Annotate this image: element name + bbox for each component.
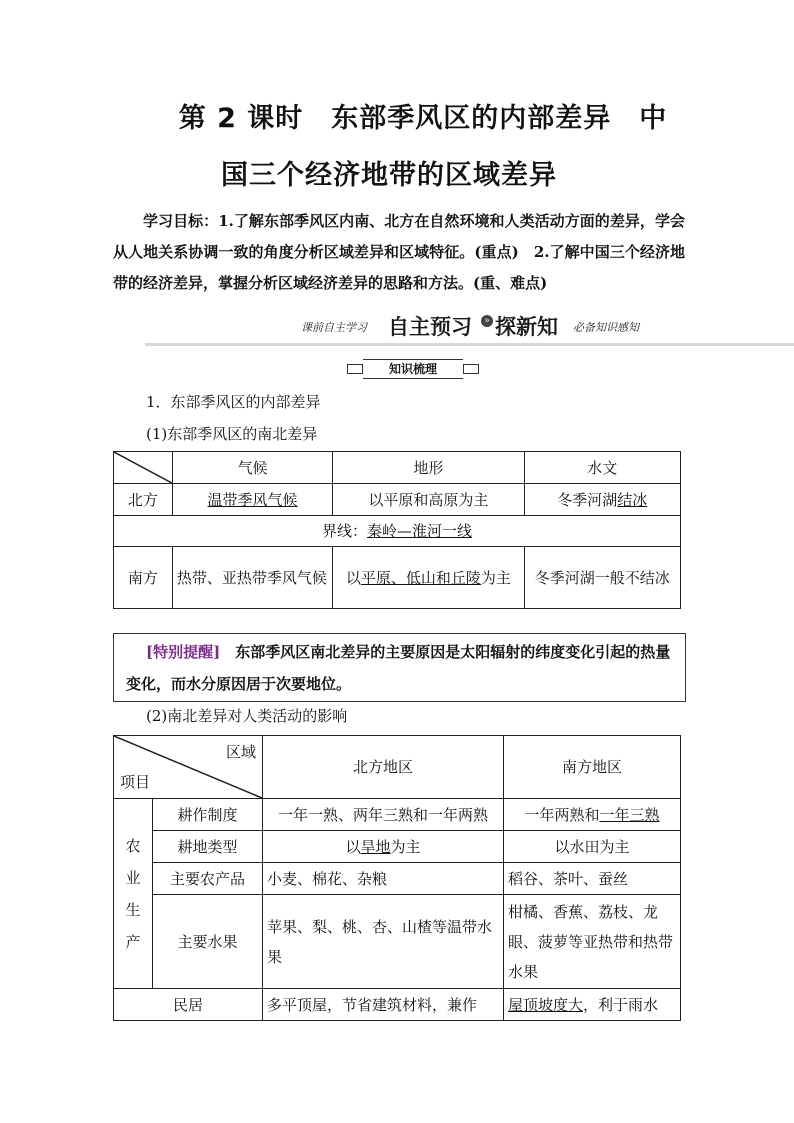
page-title-line2: 国三个经济地带的区域差异 <box>221 160 557 191</box>
table2-row-item: 主要水果 <box>153 895 263 989</box>
special-reminder-label: [特别提醒] <box>146 643 221 661</box>
table1-south-terrain-b: 平原、低山和丘陵 <box>360 568 481 587</box>
table1-boundary-prefix: 界线： <box>321 522 367 540</box>
table2-row-south-a: 一年两熟和 <box>524 805 600 824</box>
table1-north-hydrology <box>524 484 680 516</box>
banner-right-label: 必备知识感知 <box>573 321 639 334</box>
table2-row-north: 一年一熟、两年三熟和一年两熟 <box>263 799 504 831</box>
table1-south-terrain-c: 为主 <box>480 568 511 587</box>
table2-row-south-b: 一年三熟 <box>599 805 660 824</box>
table1-boundary <box>114 516 681 547</box>
table2-row-south <box>504 799 681 831</box>
table1-south-hydrology: 冬季河湖一般不结冰 <box>524 547 680 609</box>
table2-housing-item: 民居 <box>114 989 263 1021</box>
group-char-4: 产 <box>125 932 141 951</box>
table1-south-label: 南方 <box>114 547 173 609</box>
section-tag: 知识梳理 <box>363 359 463 379</box>
learning-objectives: 学习目标：1.了解东部季风区内南、北方在自然环境和人类活动方面的差异，学会从人地关系协调一致的角度分析区域差异和区域特征。(重点) 2.了解中国三个经济地带的经济差异，掌握分析区域经济差异的思路和方法。(重、难点) <box>113 212 685 292</box>
table2-group-agriculture <box>114 799 153 989</box>
group-char-3: 生 <box>125 900 141 919</box>
table2-row-north-b: 旱地 <box>360 837 391 856</box>
table1-north-hydro-b: 结冰 <box>617 490 648 509</box>
table1-north-hydro-a: 冬季河湖 <box>557 490 618 509</box>
table2-row-item: 耕地类型 <box>153 831 263 863</box>
table2-housing-south-b: ，利于雨水 <box>583 995 659 1014</box>
banner-separator-icon: » <box>481 315 493 327</box>
table2-corner-cell <box>114 736 263 799</box>
table2-housing-north: 多平顶屋，节省建筑材料，兼作 <box>263 989 504 1021</box>
table1-south-terrain <box>333 547 524 609</box>
table2-row-item: 主要农产品 <box>153 863 263 895</box>
table2-row-south: 柑橘、香蕉、荔枝、龙眼、菠萝等亚热带和热带水果 <box>504 895 681 989</box>
table2-row-north: 小麦、棉花、杂粮 <box>263 863 504 895</box>
table1-header-climate: 气候 <box>172 452 332 484</box>
section-banner <box>145 311 794 346</box>
table2-row-north <box>263 831 504 863</box>
table1-north-terrain: 以平原和高原为主 <box>333 484 524 516</box>
page-title-line1: 第 2 课时 东部季风区的内部差异 中 <box>178 103 668 134</box>
human-activity-impact-table <box>113 735 681 1021</box>
table2-row-north: 苹果、梨、桃、杏、山楂等温带水果 <box>263 895 504 989</box>
table1-south-terrain-a: 以 <box>345 568 361 587</box>
table2-row-north-c: 为主 <box>390 837 421 856</box>
table1-corner-cell <box>114 452 173 484</box>
table2-row-south: 以水田为主 <box>504 831 681 863</box>
banner-left-label: 课前自主学习 <box>301 321 367 334</box>
table2-housing-south <box>504 989 681 1021</box>
group-char-1: 农 <box>125 836 141 855</box>
table2-corner-bottom: 项目 <box>120 773 151 791</box>
heading-1-sub-2: (2)南北差异对人类活动的影响 <box>146 707 348 725</box>
table2-row-south: 稻谷、茶叶、蚕丝 <box>504 863 681 895</box>
table2-row-north-a: 以 <box>345 837 361 856</box>
table2-header-north: 北方地区 <box>263 736 504 799</box>
table1-north-label: 北方 <box>114 484 173 516</box>
north-south-differences-table <box>113 451 681 609</box>
table1-header-terrain: 地形 <box>333 452 524 484</box>
heading-1-sub-1: (1)东部季风区的南北差异 <box>146 425 318 443</box>
table1-north-climate: 温带季风气候 <box>172 484 332 516</box>
table1-header-hydrology: 水文 <box>524 452 680 484</box>
diagonal-line-icon <box>114 452 172 483</box>
table2-row-item: 耕作制度 <box>153 799 263 831</box>
table1-boundary-value: 秦岭—淮河一线 <box>367 522 473 540</box>
banner-main-left: 自主预习 <box>388 315 472 339</box>
table1-south-climate: 热带、亚热带季风气候 <box>172 547 332 609</box>
banner-main-right: 探新知 <box>495 315 558 339</box>
table2-header-south: 南方地区 <box>504 736 681 799</box>
special-reminder-text: 东部季风区南北差异的主要原因是太阳辐射的纬度变化引起的热量变化，而水分原因居于次要地位。 <box>126 643 671 693</box>
table2-housing-south-a: 屋顶坡度大 <box>508 995 584 1014</box>
special-reminder-box <box>113 633 686 702</box>
group-char-2: 业 <box>125 868 141 887</box>
heading-1: 1．东部季风区的内部差异 <box>146 393 321 411</box>
table2-corner-top: 区域 <box>225 743 256 761</box>
